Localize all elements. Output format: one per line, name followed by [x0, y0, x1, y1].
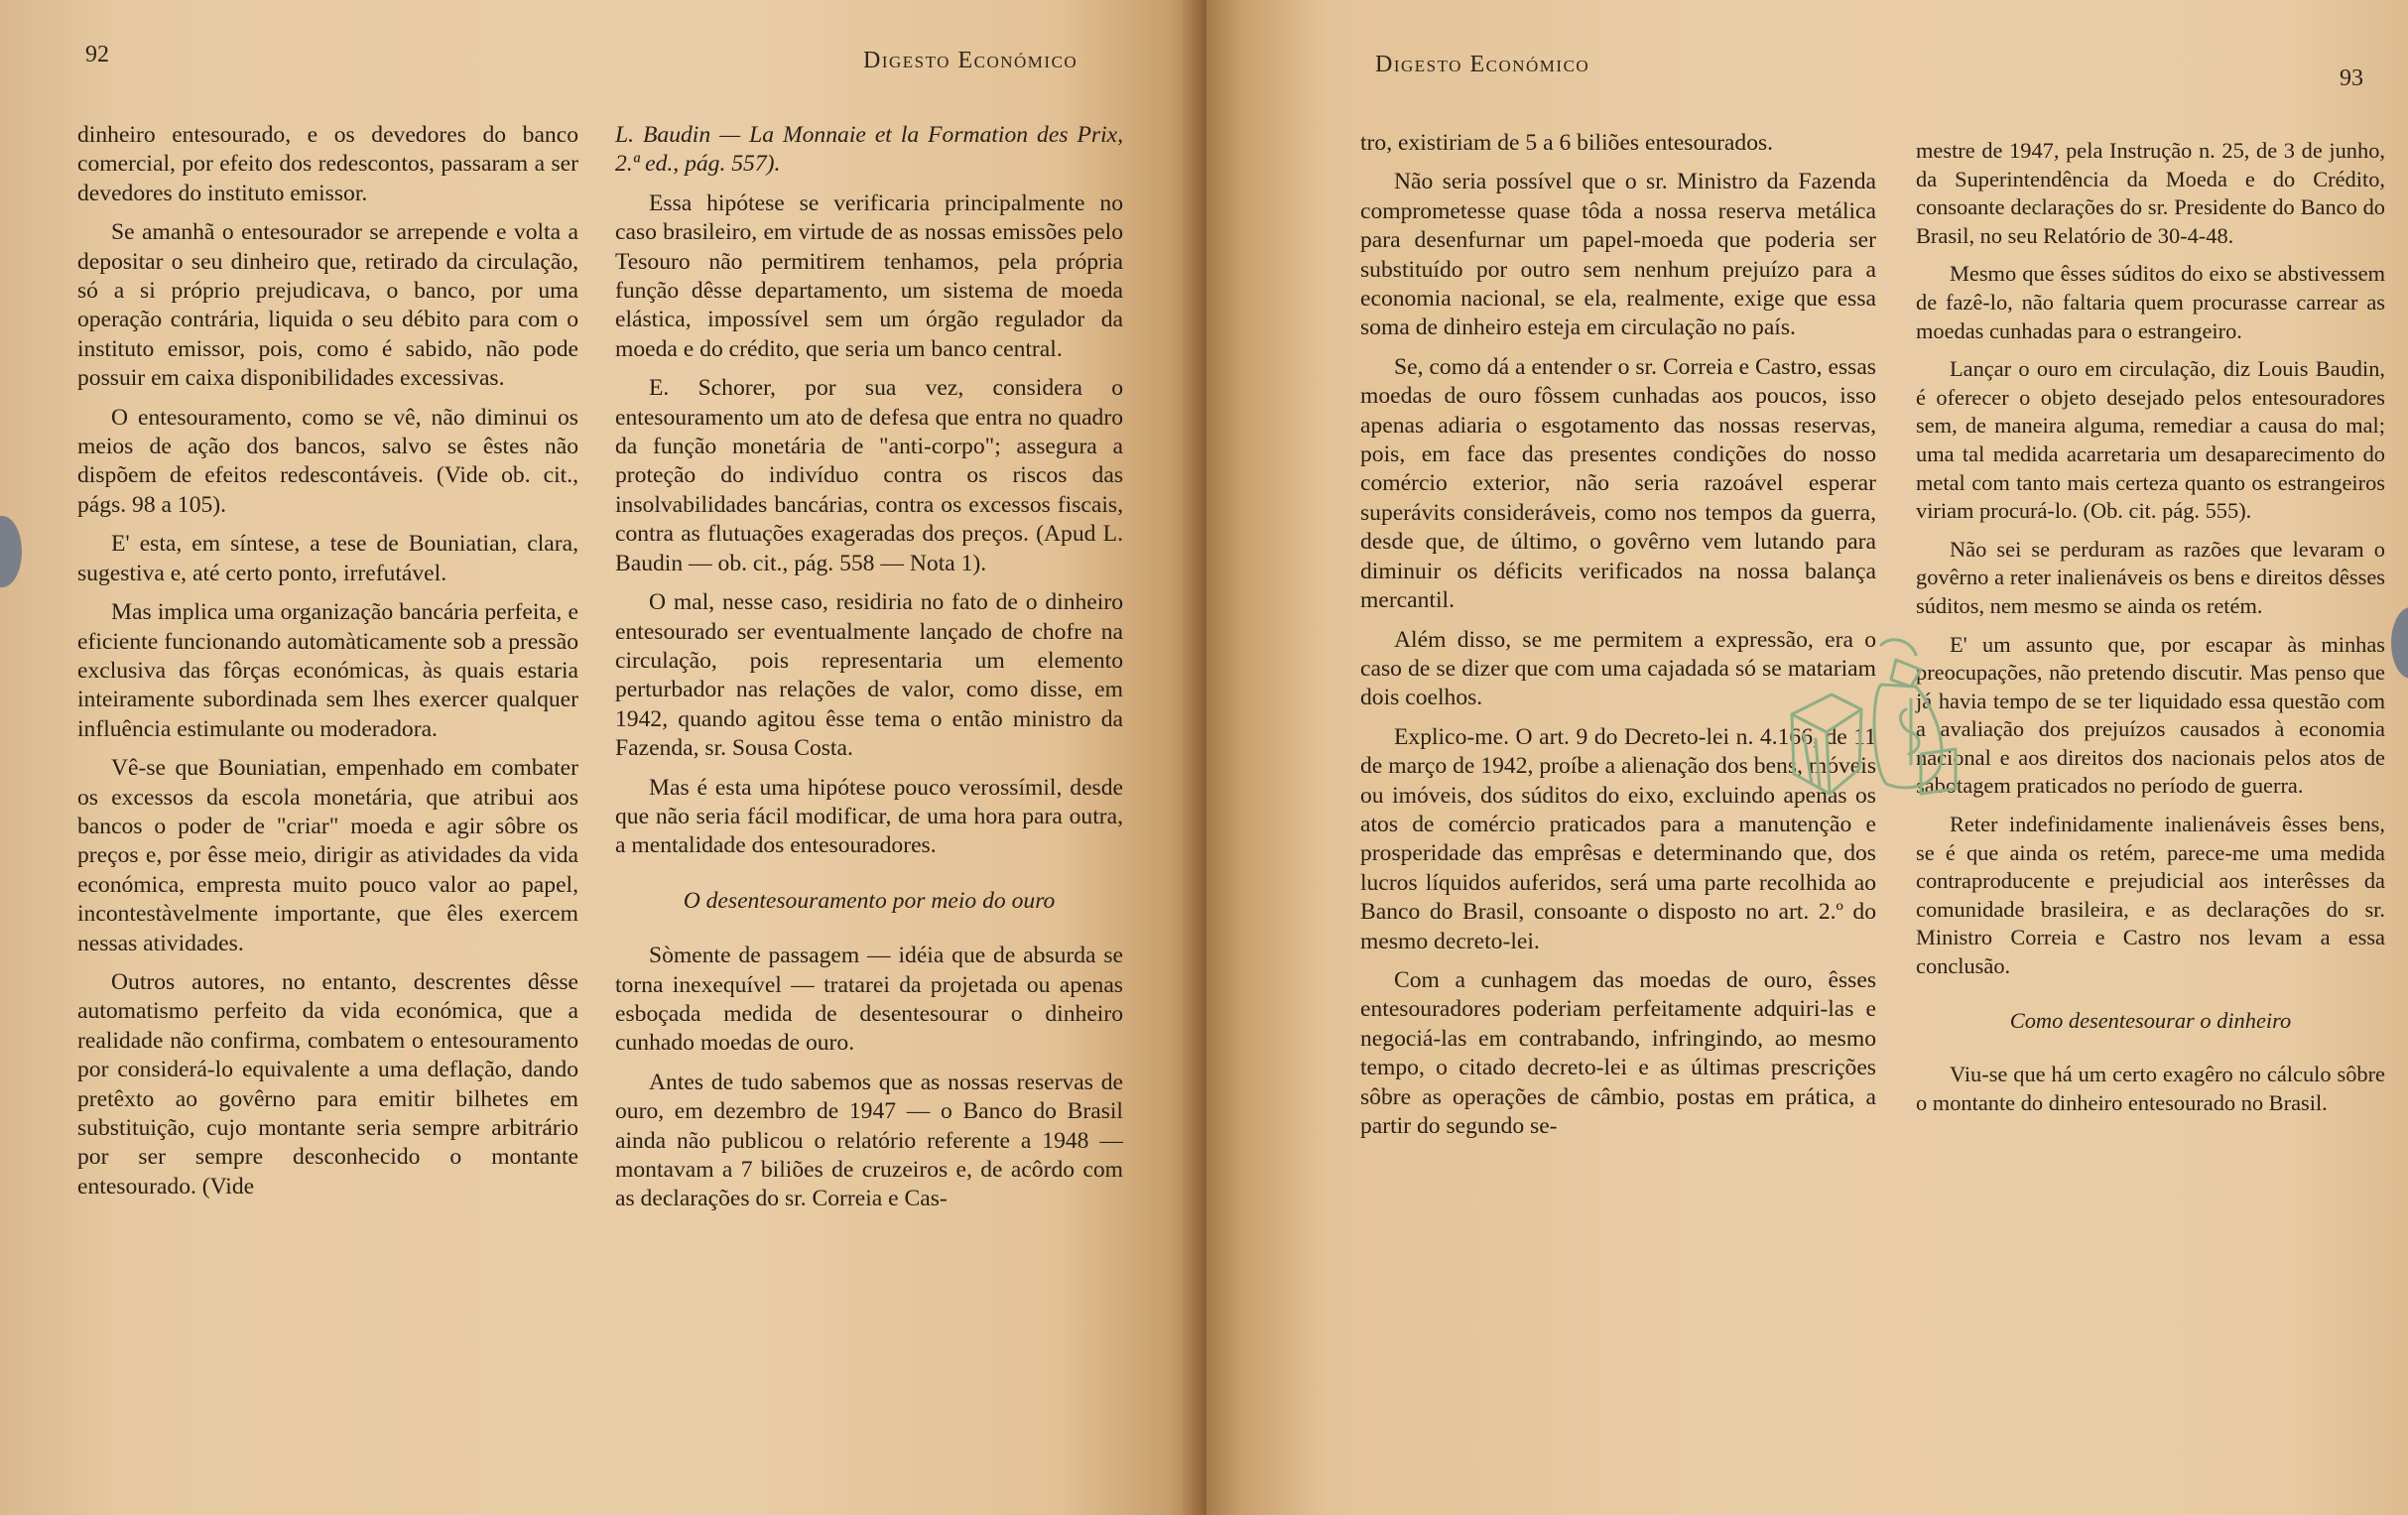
paragraph: Explico-me. O art. 9 do Decreto-lei n. 4.166, de 11 de março de 1942, proíbe a alienação dos bens, móveis ou imóveis, dos súditos do eixo, excluindo apenas os atos de comércio praticados para a manutenção e prosperidade das emprêsas e determinando que, dos lucros líquidos auferidos, será uma parte recolhida ao Banco do Brasil, consoante o disposto no art. 2.º do mesmo decreto-lei.	[1360, 723, 1876, 954]
paragraph: Com a cunhagem das moedas de ouro, êsses entesouradores poderiam perfeitamente adquiri-las e negociá-las em contrabando, infringindo, ao mesmo tempo, o citado decreto-lei e as últimas prescrições sôbre as operações de câmbio, postas em prática, a partir do segundo se-	[1360, 966, 1876, 1139]
paragraph: Outros autores, no entanto, descrentes dêsse automatismo perfeito da vida económica, que a realidade não confirma, combatem o entesouramento por considerá-lo equivalente a uma deflação, dando pretêxto ao govêrno para emitir bilhetes em substituição, cujo montante seria sempre arbitrário por ser sempre desconhecido o montante entesourado. (Vide	[77, 968, 578, 1199]
paragraph: tro, existiriam de 5 a 6 biliões entesourados.	[1360, 130, 1774, 156]
section-heading: O desentesouramento por meio do ouro	[683, 887, 1056, 914]
money-bag-illustration-icon	[1772, 625, 1961, 804]
paragraph: Lançar o ouro em circulação, diz Louis Baudin, é oferecer o objeto desejado pelos entesouradores sem, de maneira alguma, remediar a causa do mal; uma tal medida acarretaria um desaparecimento do metal com tanto mais certeza quanto os estrangeiros viriam procurá-lo. (Ob. cit. pág. 555).	[1916, 356, 2385, 524]
section-heading: Como desentesourar o dinheiro	[2009, 1007, 2292, 1033]
paragraph: Reter indefinidamente inalienáveis êsses bens, se é que ainda os retém, parece-me uma medida contraproducente e prejudicial aos interêsses da comunidade brasileira, e as declarações do sr. Ministro Correia e Castro nos levam a essa conclusão.	[1916, 812, 2385, 979]
paragraph: O entesouramento, como se vê, não diminui os meios de ação dos bancos, salvo se êstes não dispõem de efeitos redescontáveis. (Vide ob. cit., págs. 98 a 105).	[77, 404, 578, 518]
paragraph: mestre de 1947, pela Instrução n. 25, de 3 de junho, da Superintendência da Moeda e do Crédito, consoante declarações do sr. Presidente do Banco do Brasil, no seu Relatório de 30-4-48.	[1916, 138, 2385, 248]
paragraph: Essa hipótese se verificaria principalmente no caso brasileiro, em virtude de as nossas emissões pelo Tesouro não permitirem tenhamos, pela própria função dêsse departamento, um sistema de moeda elástica, impossível sem um órgão regulador da moeda e do crédito, que seria um banco central.	[615, 189, 1123, 362]
paragraph: Além disso, se me permitem a expressão, era o caso de se dizer que com uma cajadada só se matariam dois coelhos.	[1360, 626, 1876, 711]
citation: L. Baudin — La Monnaie et la Formation des Prix, 2.ª ed., pág. 557).	[615, 122, 1123, 178]
paragraph: E' um assunto que, por escapar às minhas preocupações, não pretendo discutir. Mas penso que já havia tempo de se ter liquidado essa questão com a avaliação dos prejuízos causados à economia nacional e aos direitos dos nacionais pelos atos de sabotagem praticados no período de guerra.	[1916, 631, 2385, 799]
paragraph: Não seria possível que o sr. Ministro da Fazenda comprometesse quase tôda a nossa reserva metálica para desenfurnar um papel-moeda que poderia ser substituído por outro sem nenhum prejuízo para a economia nacional, se ela, realmente, exige que essa soma de dinheiro esteja em circulação no país.	[1360, 169, 1876, 341]
paragraph: Antes de tudo sabemos que as nossas reservas de ouro, em dezembro de 1947 — o Banco do Brasil ainda não publicou o relatório referente a 1948 — montavam a 7 biliões de cruzeiros e, de acôrdo com as declarações do sr. Correia e Cas-	[615, 1069, 1123, 1212]
paragraph: Sòmente de passagem — idéia que de absurda se torna inexequível — tratarei da projetada ou apenas esboçada medida de desentesourar o dinheiro cunhado moedas de ouro.	[615, 943, 1123, 1057]
right-column-2	[1916, 137, 2385, 1127]
paragraph: dinheiro entesourado, e os devedores do banco comercial, por efeito dos redescontos, passaram a ser devedores do instituto emissor.	[77, 122, 578, 206]
paragraph: Mas implica uma organização bancária perfeita, e eficiente funcionando automàticamente sob a pressão exclusiva das fôrças económicas, às quais estaria inteiramente subordinada sem lhes exercer qualquer influência estimulante ou moderadora.	[77, 599, 578, 742]
paragraph: E' esta, em síntese, a tese de Bouniatian, clara, sugestiva e, até certo ponto, irrefutável.	[77, 531, 578, 586]
page-number: 92	[85, 42, 109, 67]
right-page	[1206, 0, 2408, 1515]
paragraph: Mesmo que êsses súditos do eixo se abstivessem de fazê-lo, não faltaria quem procurasse carrear as moedas cunhadas para o estrangeiro.	[1916, 261, 2385, 343]
running-head: Digesto Económico	[1375, 52, 1590, 77]
left-column-2	[615, 121, 1123, 1224]
left-page	[0, 0, 1203, 1515]
running-head: Digesto Económico	[863, 48, 1078, 73]
paragraph: E. Schorer, por sua vez, considera o entesouramento um ato de defesa que entra no quadro da função monetária de "anti-corpo"; assegura a proteção do indivíduo contra os riscos das insolvabilidades bancárias, contra os excessos fiscais, contra as flutuações exageradas dos preços. (Apud L. Baudin — ob. cit., pág. 558 — Nota 1).	[615, 375, 1123, 576]
paragraph: O mal, nesse caso, residiria no fato de o dinheiro entesourado ser eventualmente lançado de chofre na circulação, pois representaria um elemento perturbador nas relações de valor, como disse, em 1942, quando agitou êsse tema o então ministro da Fazenda, sr. Sousa Costa.	[615, 589, 1123, 762]
page-number: 93	[2340, 65, 2363, 91]
paragraph: Se amanhã o entesourador se arrepende e volta a depositar o seu dinheiro que, retirado da circulação, só a si próprio prejudicava, o banco, por uma operação contrária, liquida o seu débito para com o instituto emissor, pois, como é sabido, não pode possuir em caixa disponibilidades excessivas.	[77, 219, 578, 392]
paragraph: Se, como dá a entender o sr. Correia e Castro, essas moedas de ouro fôssem cunhadas aos poucos, isso apenas adiaria o esgotamento das nossas reservas, pois, em face das presentes condições do nosso comércio exterior, não seria razoável esperar superávits consideráveis, como nos tempos da guerra, desde que, de último, o govêrno vem lutando para diminuir os déficits verificados na nossa balança mercantil.	[1360, 353, 1876, 614]
paragraph: Não sei se perduram as razões que levaram o govêrno a reter inalienáveis os bens e direitos dêsses súditos, nem mesmo se ainda os retém.	[1916, 536, 2385, 618]
paragraph: Vê-se que Bouniatian, empenhado em combater os excessos da escola monetária, que atribui aos bancos o poder de "criar" moeda e agir sôbre os preços e, por êsse meio, dirigir as atividades da vida económica, empresta muito pouco valor ao papel, incontestàvelmente importante, que êles exercem nessas atividades.	[77, 755, 578, 956]
paragraph: Mas é esta uma hipótese pouco verossímil, desde que não seria fácil modificar, de uma hora para outra, a mentalidade dos entesouradores.	[615, 774, 1123, 859]
paragraph: Viu-se que há um certo exagêro no cálculo sôbre o montante do dinheiro entesourado no Brasil.	[1916, 1062, 2385, 1115]
left-column-1	[77, 121, 578, 1211]
